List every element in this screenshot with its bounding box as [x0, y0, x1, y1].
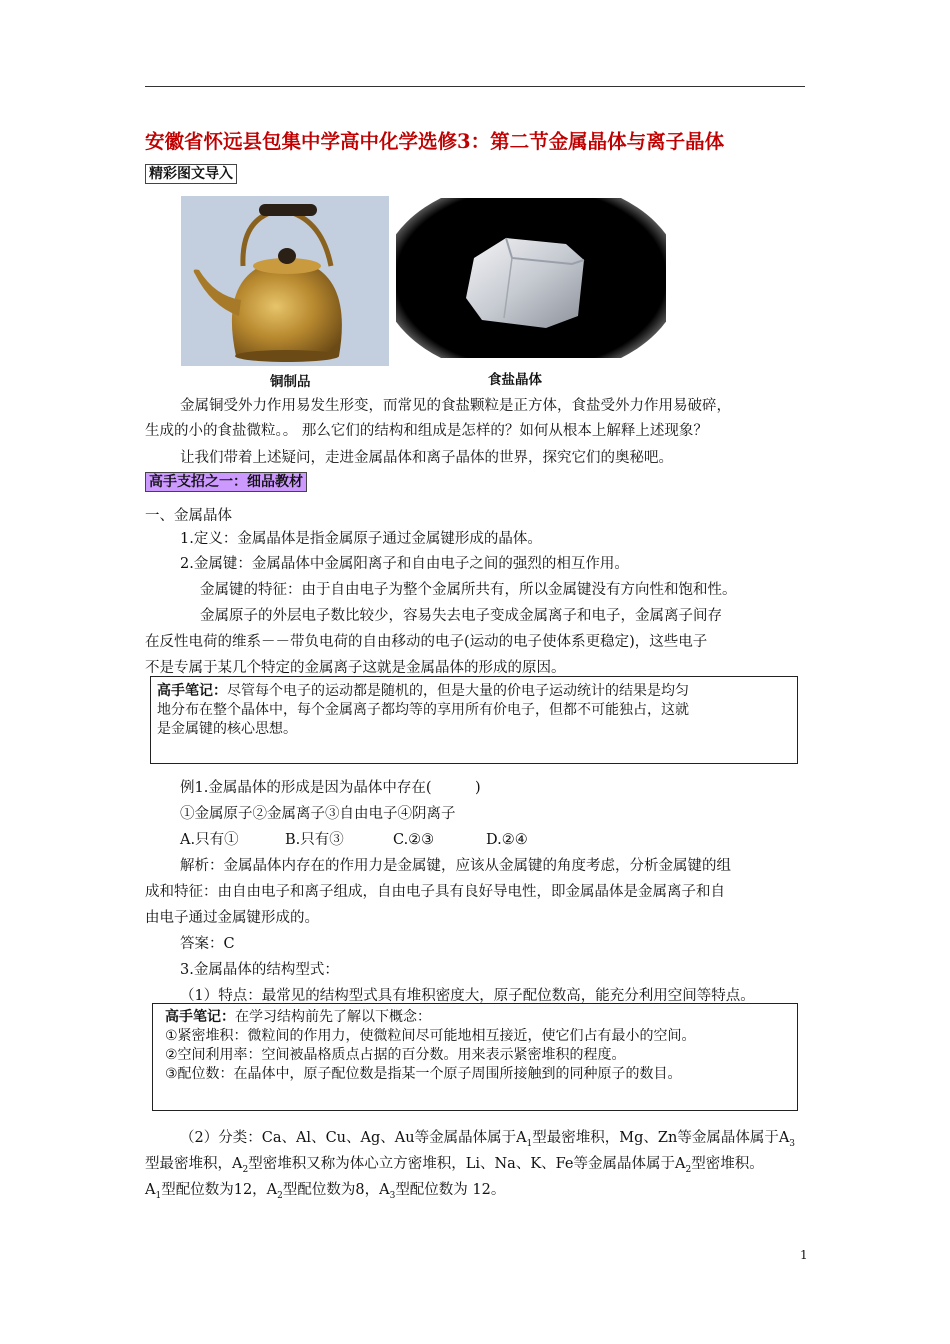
figure-caption-salt: 食盐晶体 [488, 372, 542, 388]
example-items: ①金属原子②金属离子③自由电子④阴离子 [180, 806, 456, 822]
analysis-line: 由电子通过金属键形成的。 [145, 910, 319, 926]
copper-kettle-image [181, 196, 389, 366]
text-run: 型最密堆积，A [145, 1156, 243, 1172]
section-label-textbook [145, 472, 307, 492]
classification-line [145, 1177, 505, 1203]
section-label-intro-text: 精彩图文导入 [149, 166, 233, 182]
structure-heading: 3.金属晶体的结构型式： [180, 962, 339, 978]
analysis-line: 解析：金属晶体内存在的作用力是金属键，应该从金属键的角度考虑，分析金属键的组 [180, 858, 731, 874]
definition-line: 1.定义：金属晶体是指金属原子通过金属键形成的晶体。 [180, 531, 542, 547]
subscript: 1 [526, 1138, 533, 1149]
note-box-1 [150, 676, 798, 764]
text-run: 型密堆积。 [691, 1156, 764, 1172]
option-a: A.只有① [180, 832, 239, 848]
header-rule [145, 86, 805, 87]
note-line [165, 1008, 787, 1027]
classification-line [180, 1125, 795, 1151]
note-text: 尽管每个电子的运动都是随机的，但是大量的价电子运动统计的结果是均匀 [227, 683, 689, 699]
formation-line: 金属原子的外层电子数比较少，容易失去电子变成金属离子和电子，金属离子间存 [200, 608, 722, 624]
text-run: 型配位数为 12。 [395, 1182, 506, 1198]
text-run: 型配位数为8，A [282, 1182, 390, 1198]
text-run: （2）分类：Ca、Al、Cu、Ag、Au等金属晶体属于A [180, 1130, 527, 1146]
subscript: 2 [242, 1164, 249, 1175]
option-d: D.②④ [486, 832, 528, 848]
text-run: 型配位数为12，A [161, 1182, 278, 1198]
note-line: 地分布在整个晶体中，每个金属离子都均等的享用所有价电子，但都不可能独占，这就 [157, 702, 689, 718]
text-run: 型最密堆积，Mg、Zn等金属晶体属于A [532, 1130, 790, 1146]
section-label-textbook-text: 高手支招之一：细品教材 [149, 474, 303, 490]
example-question: 例1.金属晶体的形成是因为晶体中存在( ) [180, 780, 481, 796]
note-line: 是金属键的核心思想。 [157, 721, 297, 737]
salt-crystal-image [396, 198, 666, 358]
subscript: 2 [277, 1190, 283, 1201]
answer-line: 答案：C [180, 936, 235, 952]
salt-crystal-illustration [396, 198, 666, 358]
note-line: ②空间利用率：空间被晶格质点占据的百分数。用来表示紧密堆积的程度。 [165, 1047, 626, 1063]
intro-line: 金属铜受外力作用易发生形变，而常见的食盐颗粒是正方体，食盐受外力作用易破碎， [180, 398, 731, 414]
note-text: 在学习结构前先了解以下概念： [235, 1009, 431, 1025]
bond-feature-line: 金属键的特征：由于自由电子为整个金属所共有，所以金属键没有方向性和饱和性。 [200, 582, 737, 598]
note-line: ①紧密堆积：微粒间的作用力，使微粒间尽可能地相互接近，使它们占有最小的空间。 [165, 1028, 696, 1044]
kettle-illustration [181, 196, 389, 366]
metallic-bond-line: 2.金属键：金属晶体中金属阳离子和自由电子之间的强烈的相互作用。 [180, 556, 629, 572]
option-c: C.②③ [393, 832, 435, 848]
figure-caption-copper: 铜制品 [270, 374, 311, 390]
note-box-2 [152, 1003, 798, 1111]
formation-line: 在反性电荷的维系－－带负电荷的自由移动的电子(运动的电子使体系更稳定)，这些电子 [145, 634, 708, 650]
note-label: 高手笔记： [157, 683, 227, 699]
feature-line: （1）特点：最常见的结构型式具有堆积密度大，原子配位数高，能充分利用空间等特点。 [180, 988, 755, 1004]
classification-line [145, 1151, 764, 1177]
text-run: A [145, 1182, 156, 1198]
section-label-intro [145, 164, 237, 184]
option-b: B.只有③ [285, 832, 344, 848]
subscript: 3 [389, 1190, 396, 1201]
subscript: 3 [789, 1138, 796, 1149]
note-line [157, 682, 791, 701]
text-run: 型密堆积又称为体心立方密堆积，Li、Na、K、Fe等金属晶体属于A [248, 1156, 686, 1172]
note-label: 高手笔记： [165, 1009, 235, 1025]
heading-metal-crystal: 一、金属晶体 [145, 508, 232, 524]
intro-line: 让我们带着上述疑问，走进金属晶体和离子晶体的世界，探究它们的奥秘吧。 [180, 450, 673, 466]
page-title: 安徽省怀远县包集中学高中化学选修3：第二节金属晶体与离子晶体 [145, 130, 725, 153]
page-number: 1 [800, 1248, 808, 1262]
analysis-line: 成和特征：由自由电子和离子组成，自由电子具有良好导电性，即金属晶体是金属离子和自 [145, 884, 725, 900]
subscript: 1 [155, 1190, 162, 1201]
formation-line: 不是专属于某几个特定的金属离子这就是金属晶体的形成的原因。 [145, 660, 566, 676]
note-line: ③配位数：在晶体中，原子配位数是指某一个原子周围所接触到的同种原子的数目。 [165, 1066, 682, 1082]
intro-line: 生成的小的食盐微粒。。 那么它们的结构和组成是怎样的？如何从根本上解释上述现象？ [145, 423, 708, 439]
subscript: 2 [685, 1164, 692, 1175]
